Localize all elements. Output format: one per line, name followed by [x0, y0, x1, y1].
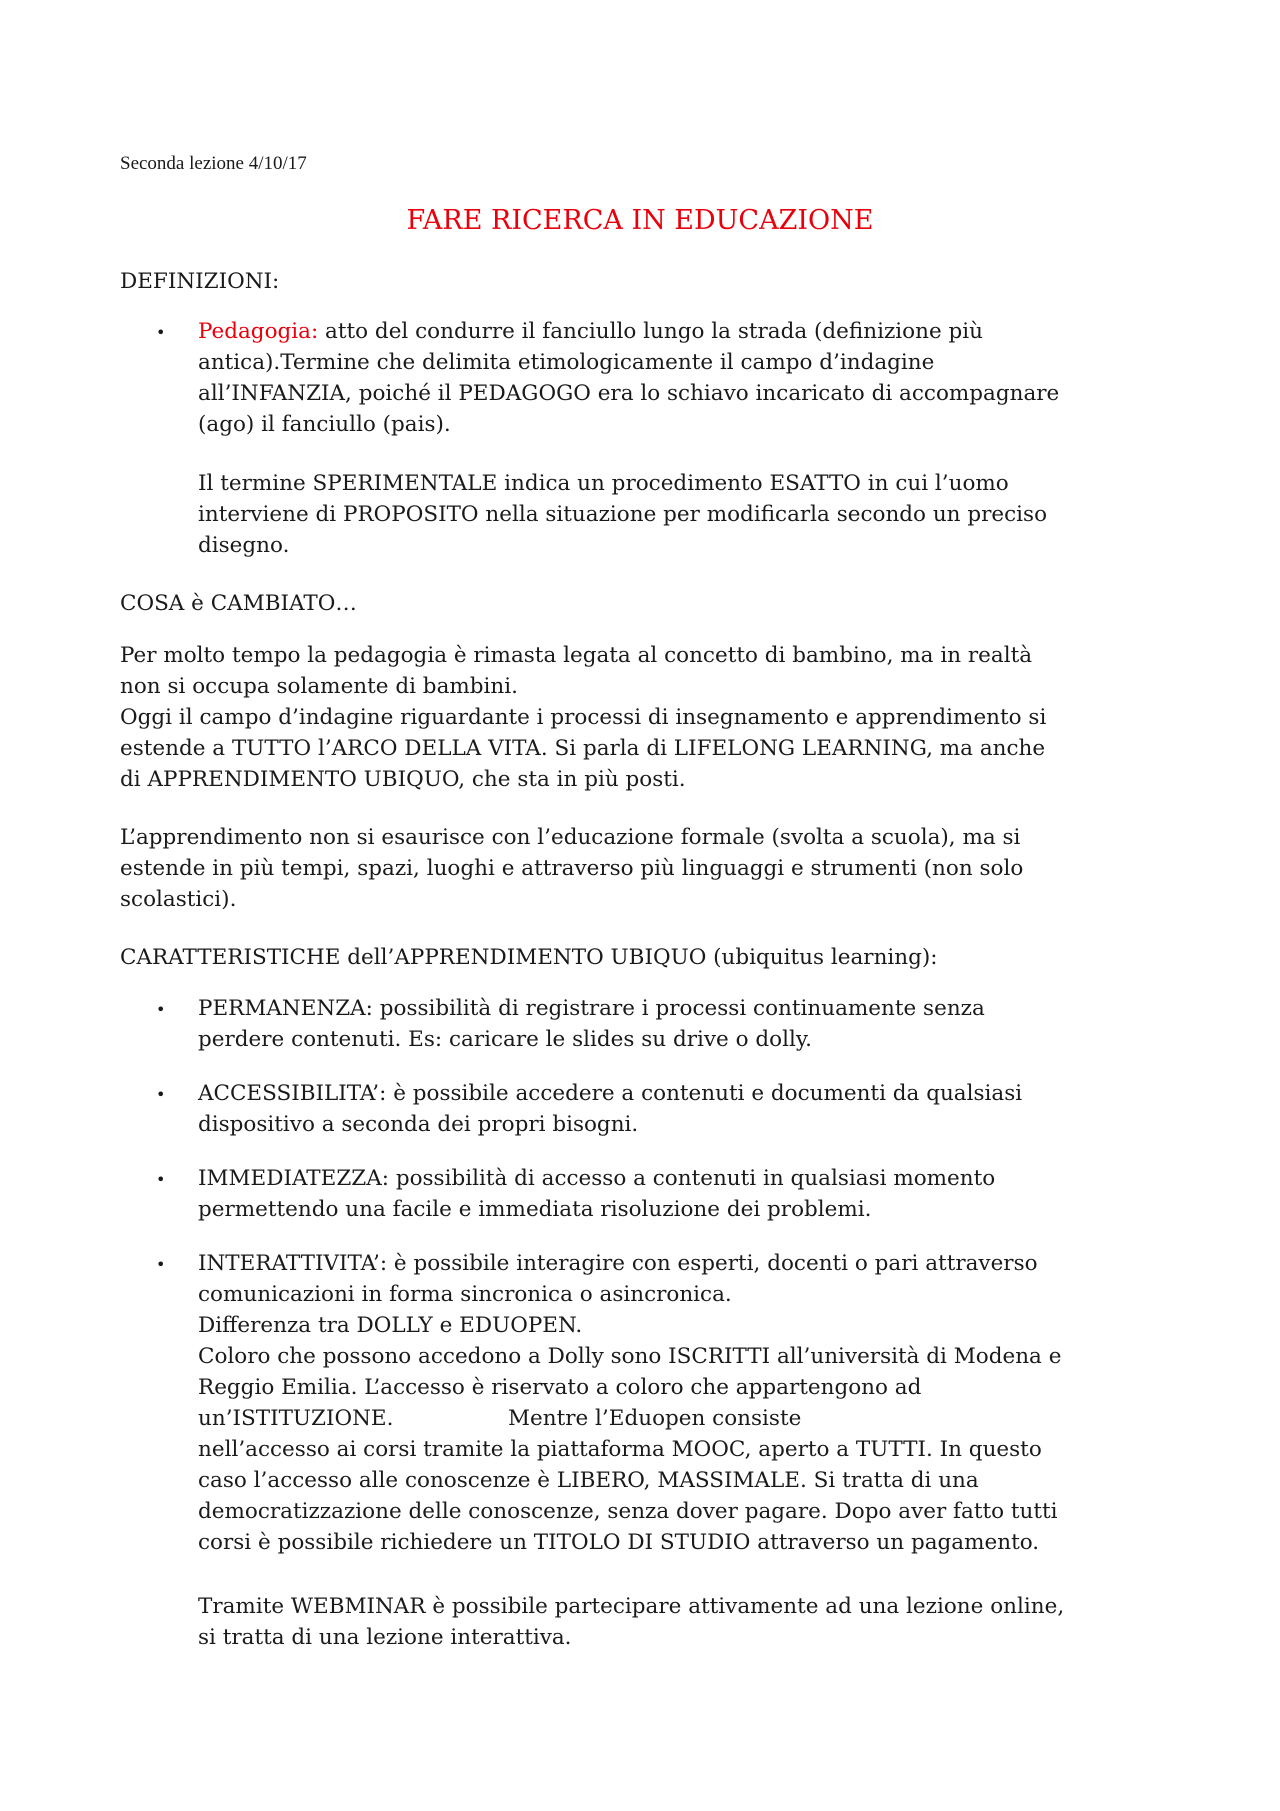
date-line: Seconda lezione 4/10/17 [120, 153, 307, 174]
list-item-line: PERMANENZA: possibilità di registrare i processi continuamente senza [198, 996, 985, 1021]
sperimentale-paragraph [198, 468, 1160, 561]
permanenza-item [198, 993, 1160, 1055]
list-item-line: IMMEDIATEZZA: possibilità di accesso a contenuti in qualsiasi momento [198, 1166, 996, 1191]
bullet-icon: • [156, 1000, 166, 1019]
paragraph-line: estende a TUTTO l’ARCO DELLA VITA. Si parla di LIFELONG LEARNING, ma anche [120, 736, 1046, 761]
paragraph-line: L’apprendimento non si esaurisce con l’educazione formale (svolta a scuola), ma si [120, 825, 1021, 850]
list-item-line: perdere contenuti. Es: caricare le slides su drive o dolly. [198, 1027, 812, 1052]
paragraph-line: scolastici). [120, 887, 237, 912]
pedagogia-text-line: atto del condurre il fanciullo lungo la strada (definizione più [318, 319, 983, 344]
definitions-heading: DEFINIZIONI: [120, 269, 280, 294]
pedagogia-text-line: all’INFANZIA, poiché il PEDAGOGO era lo schiavo incaricato di accompagnare [198, 381, 1060, 406]
list-item-line: Reggio Emilia. L’accesso è riservato a coloro che appartengono ad [198, 1375, 922, 1400]
apprendimento-paragraph [120, 822, 1160, 915]
accessibilita-item [198, 1078, 1160, 1140]
istituzione-text: un’ISTITUZIONE. [198, 1406, 394, 1431]
bullet-icon: • [156, 1255, 166, 1274]
mentre-text: Mentre l’Eduopen consiste [508, 1406, 802, 1431]
list-item-line: ACCESSIBILITA’: è possibile accedere a contenuti e documenti da qualsiasi [198, 1081, 1023, 1106]
list-item-line: caso l’accesso alle conoscenze è LIBERO, MASSIMALE. Si tratta di una [198, 1468, 979, 1493]
list-item-line: INTERATTIVITA’: è possibile interagire con esperti, docenti o pari attraverso [198, 1251, 1038, 1276]
list-item-line: nell’accesso ai corsi tramite la piattaforma MOOC, aperto a TUTTI. In questo [198, 1437, 1042, 1462]
pedagogia-text-line: antica).Termine che delimita etimologicamente il campo d’indagine [198, 350, 935, 375]
list-item-line: permettendo una facile e immediata risoluzione dei problemi. [198, 1197, 872, 1222]
paragraph-line: Per molto tempo la pedagogia è rimasta legata al concetto di bambino, ma in realtà [120, 643, 1033, 668]
paragraph-line: disegno. [198, 533, 290, 558]
immediatezza-item [198, 1163, 1160, 1225]
interattivita-item [198, 1248, 1160, 1558]
bullet-icon: • [156, 1085, 166, 1104]
caratteristiche-heading: CARATTERISTICHE dell’APPRENDIMENTO UBIQUO (ubiquitus learning): [120, 945, 938, 970]
paragraph-line: non si occupa solamente di bambini. [120, 674, 518, 699]
bullet-icon: • [156, 1170, 166, 1189]
document-title: FARE RICERCA IN EDUCAZIONE [406, 205, 874, 236]
paragraph-line: Oggi il campo d’indagine riguardante i processi di insegnamento e apprendimento si [120, 705, 1047, 730]
list-item-line: corsi è possibile richiedere un TITOLO DI STUDIO attraverso un pagamento. [198, 1530, 1040, 1555]
webminar-paragraph [198, 1591, 1160, 1653]
list-item-line: dispositivo a seconda dei propri bisogni. [198, 1112, 639, 1137]
bullet-icon: • [156, 323, 166, 342]
paragraph-line: estende in più tempi, spazi, luoghi e attraverso più linguaggi e strumenti (non solo [120, 856, 1024, 881]
cosa-cambiato-heading: COSA è CAMBIATO… [120, 591, 357, 616]
paragraph-line: di APPRENDIMENTO UBIQUO, che sta in più posti. [120, 767, 686, 792]
pedagogia-paragraph [120, 640, 1160, 795]
paragraph-line: interviene di PROPOSITO nella situazione per modificarla secondo un preciso [198, 502, 1048, 527]
list-item-line: democratizzazione delle conoscenze, senza dover pagare. Dopo aver fatto tutti [198, 1499, 1058, 1524]
list-item-line: comunicazioni in forma sincronica o asincronica. [198, 1282, 732, 1307]
list-item-line: Coloro che possono accedono a Dolly sono ISCRITTI all’università di Modena e [198, 1344, 1062, 1369]
paragraph-line: Tramite WEBMINAR è possibile partecipare attivamente ad una lezione online, [198, 1594, 1065, 1619]
paragraph-line: si tratta di una lezione interattiva. [198, 1625, 572, 1650]
pedagogia-text-line: (ago) il fanciullo (pais). [198, 412, 451, 437]
pedagogia-term: Pedagogia: [198, 319, 319, 344]
pedagogia-definition [198, 316, 1160, 440]
list-item-line: Differenza tra DOLLY e EDUOPEN. [198, 1313, 583, 1338]
paragraph-line: Il termine SPERIMENTALE indica un procedimento ESATTO in cui l’uomo [198, 471, 1009, 496]
